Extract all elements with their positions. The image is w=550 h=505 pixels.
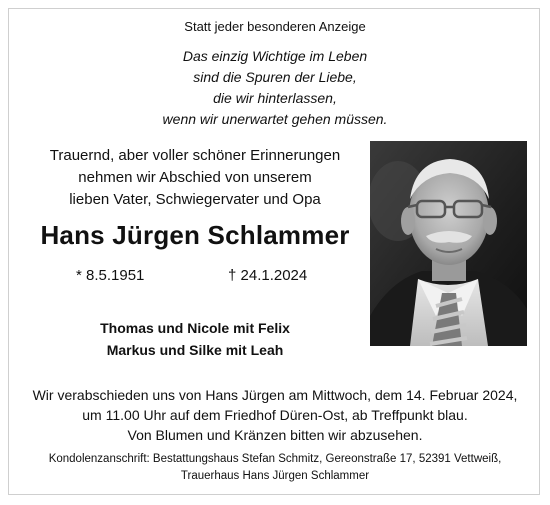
contact-line: Kondolenzanschrift: Bestattungshaus Stefan Schmitz, Gereonstraße 17, 52391 Vettweiß, [48,453,502,465]
service-line: Wir verabschieden uns von Hans Jürgen am Mittwoch, dem 14. Februar 2024, [32,387,518,403]
portrait-photo [370,141,527,346]
family-line: Thomas und Nicole mit Felix [100,320,290,336]
birth-date: * 8.5.1951 [76,267,145,284]
deceased-name: Hans Jürgen Schlammer [40,220,350,250]
poem-line: die wir hinterlassen, [213,90,337,106]
family-line: Markus und Silke mit Leah [106,342,284,358]
intro-text [20,145,370,211]
intro-line: Trauernd, aber voller schöner Erinnerungen [49,147,341,164]
contact-line: Trauerhaus Hans Jürgen Schlammer [180,470,370,482]
memorial-poem [0,46,550,130]
service-line: um 11.00 Uhr auf dem Friedhof Düren-Ost, ab Treffpunkt blau. [82,407,468,423]
intro-line: nehmen wir Abschied von unserem [78,169,312,186]
service-information [0,385,550,445]
service-line: Von Blumen und Kränzen bitten wir abzusehen. [127,427,423,443]
intro-line: lieben Vater, Schwiegervater und Opa [69,191,321,208]
condolence-address [0,451,550,485]
family-members [20,317,370,361]
poem-line: sind die Spuren der Liebe, [193,69,357,85]
death-date: † 24.1.2024 [228,267,308,284]
notice-heading: Statt jeder besonderen Anzeige [184,19,366,34]
poem-line: wenn wir unerwartet gehen müssen. [162,111,388,127]
poem-line: Das einzig Wichtige im Leben [182,48,368,64]
